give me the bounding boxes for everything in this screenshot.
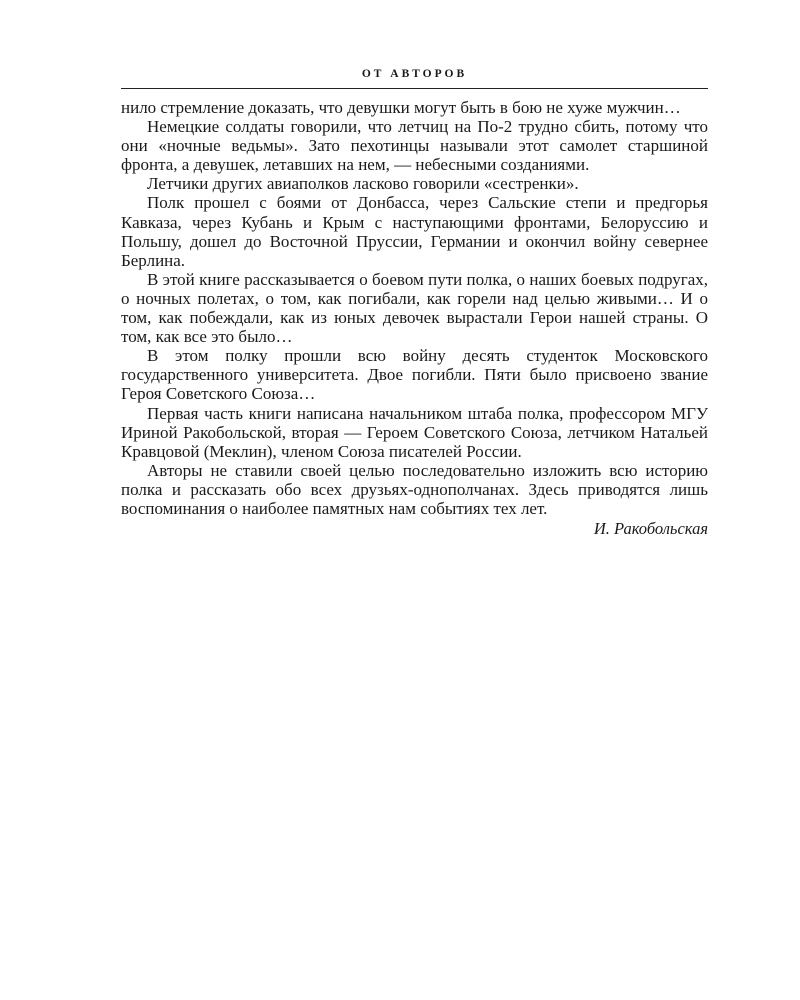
body-text: [121, 98, 708, 538]
book-page: [121, 0, 708, 1000]
paragraph-2: Немецкие солдаты говорили, что летчиц на По-2 трудно сбить, потому что они «ночные ведьмы». Зато пехотинцы называли этот самолет старшиной фронта, а девушек, летавших на нем, — небесными созданиями.: [121, 117, 708, 175]
author-signature: И. Ракобольская: [593, 519, 708, 539]
paragraph-3: Летчики других авиаполков ласково говорили «сестренки».: [147, 174, 579, 194]
paragraph-8: Авторы не ставили своей целью последовательно изложить всю историю полка и рассказать обо всех друзьях-однополчанах. Здесь приводятся лишь воспоминания о наиболее памятных нам событиях тех лет.: [121, 460, 708, 518]
paragraph-4: Полк прошел с боями от Донбасса, через Сальские степи и предгорья Кавказа, через Кубань и Крым с наступающими фронтами, Белоруссию и Польшу, дошел до Восточной Пруссии, Германии и окончил войну севернее Берлина.: [121, 193, 708, 270]
paragraph-1: нило стремление доказать, что девушки могут быть в бою не хуже мужчин…: [121, 98, 681, 117]
paragraph-5: В этой книге рассказывается о боевом пути полка, о наших боевых подругах, о ночных полетах, о том, как погибали, как горели над целью живыми… И о том, как побеждали, как из юных девочек вырастали Герои нашей страны. О том, как все это было…: [121, 269, 708, 347]
paragraph-6: В этом полку прошли всю войну десять студенток Московского государственного университета. Двое погибли. Пяти было присвоено звание Героя Советского Союза…: [121, 346, 708, 404]
paragraph-7: Первая часть книги написана начальником штаба полка, профессором МГУ Ириной Ракобольской, вторая — Героем Советского Союза, летчиком Натальей Кравцовой (Меклин), членом Союза писателей России.: [121, 403, 708, 461]
header-rule: [121, 88, 708, 89]
page-header: ОТ АВТОРОВ: [361, 68, 468, 80]
